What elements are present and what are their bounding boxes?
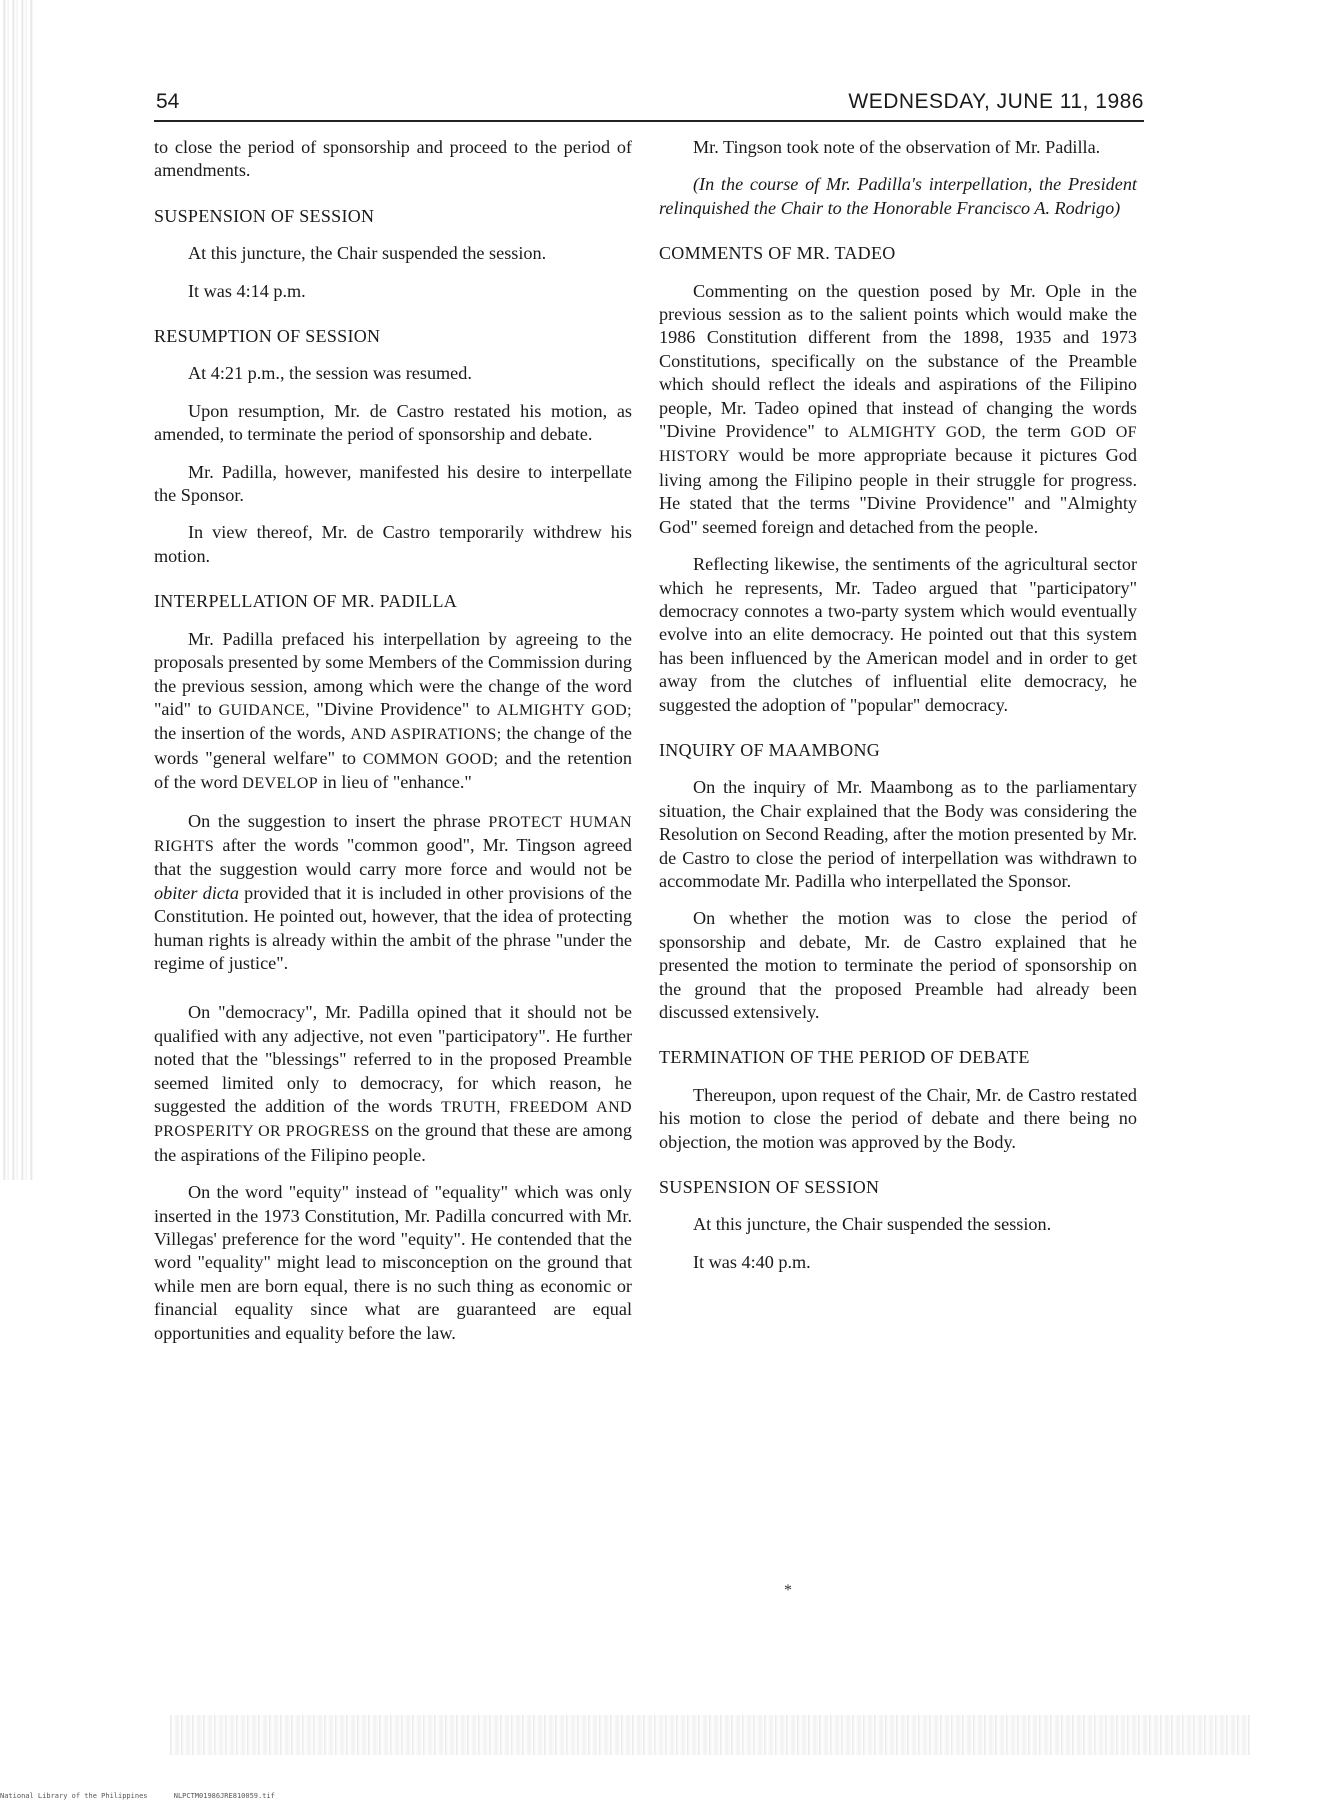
paragraph: Mr. Padilla prefaced his interpellation by agreeing to the proposals presented by some Members of the Commission during the previous session, among which were the change of the word "aid" to GUIDANCE, "Divine Providence" to ALMIGHTY GOD; the insertion of the words, AND ASPIRATIONS; the change of the words "general welfare" to COMMON GOOD; and the retention of the word DEVELOP in lieu of "enhance." [154, 628, 632, 793]
paragraph: Mr. Padilla, however, manifested his desire to interpellate the Sponsor. [154, 461, 632, 506]
paragraph: On whether the motion was to close the period of sponsorship and debate, Mr. de Castro explained that he presented the motion to terminate the period of sponsorship on the ground that the proposed Preamble had already been discussed extensively. [659, 908, 1137, 1022]
section-heading: SUSPENSION OF SESSION [659, 1177, 880, 1198]
asterisk-mark: * [784, 1582, 792, 1599]
paragraph: Mr. Tingson took note of the observation of Mr. Padilla. [693, 137, 1101, 157]
paragraph: It was 4:40 p.m. [693, 1251, 811, 1272]
paragraph: On "democracy", Mr. Padilla opined that it should not be qualified with any adjective, not even "participatory". He further noted that the "blessings" referred to in the proposed Preamble seemed limited only to democracy, for which reason, he suggested the addition of the words TRUTH, FREEDOM AND PROSPERITY OR PROGRESS on the ground that these are among the aspirations of the Filipino people. [154, 1002, 632, 1165]
scan-binding-edge [0, 0, 34, 1180]
section-heading: TERMINATION OF THE PERIOD OF DEBATE [659, 1047, 1030, 1068]
section-heading: INQUIRY OF MAAMBONG [659, 739, 881, 760]
paragraph: On the inquiry of Mr. Maambong as to the parliamentary situation, the Chair explained that the Body was considering the Resolution on Second Reading, after the motion presented by Mr. de Castro to close the period of interpellation was withdrawn to accommodate Mr. Padilla who interpellated the Sponsor. [659, 777, 1137, 891]
page-date: WEDNESDAY, JUNE 11, 1986 [848, 90, 1144, 113]
page-header [154, 86, 1144, 122]
paragraph: At this juncture, the Chair suspended the session. [693, 1214, 1052, 1235]
scan-footer [0, 1792, 600, 1806]
paragraph: It was 4:14 p.m. [188, 280, 306, 301]
paragraph: On the suggestion to insert the phrase PROTECT HUMAN RIGHTS after the words "common good", Mr. Tingson agreed that the suggestion would carry more force and would not be obiter dicta provided that it is included in other provisions of the Constitution. He pointed out, however, that the idea of protecting human rights is already within the ambit of the phrase "under the regime of justice". [154, 810, 632, 973]
section-heading: COMMENTS OF MR. TADEO [659, 243, 896, 264]
paragraph: At this juncture, the Chair suspended the session. [188, 243, 547, 264]
left-column [154, 136, 632, 1359]
paragraph: In view thereof, Mr. de Castro temporarily withdrew his motion. [154, 522, 632, 566]
scan-filename: NLPCTM01986JRE810059.tif [173, 1792, 275, 1800]
paragraph: to close the period of sponsorship and proceed to the period of amendments. [154, 137, 632, 181]
paragraph: On the word "equity" instead of "equality" which was only inserted in the 1973 Constitution, Mr. Padilla concurred with Mr. Villegas' preference for the word "equity". He contended that the word "equality" might lead to misconception on the ground that while men are born equal, there is no such thing as economic or financial equality since what are guaranteed are equal opportunities and equality before the law. [154, 1182, 632, 1343]
paragraph: At 4:21 p.m., the session was resumed. [188, 363, 472, 384]
italic-note: (In the course of Mr. Padilla's interpellation, the President relinquished the Chair to the Honorable Francisco A. Rodrigo) [659, 174, 1137, 218]
paragraph: Commenting on the question posed by Mr. Ople in the previous session as to the salient points which would make the 1986 Constitution different from the 1898, 1935 and 1973 Constitutions, specifically on the substance of the Preamble which should reflect the ideals and aspirations of the Filipino people, Mr. Tadeo opined that instead of changing the words "Divine Providence" to ALMIGHTY GOD, the term GOD OF HISTORY would be more appropriate because it pictures God living among the Filipino people in their struggle for progress. He stated that the terms "Divine Providence" and "Almighty God" seemed foreign and detached from the people. [659, 280, 1137, 537]
paragraph: Reflecting likewise, the sentiments of the agricultural sector which he represents, Mr. Tadeo argued that "participatory" democracy connotes a two-party system which would eventually evolve into an elite democracy. He pointed out that this system has been influenced by the American model and in order to get away from the clutches of influential elite democracy, he suggested the adoption of "popular" democracy. [659, 554, 1137, 715]
library-credit: National Library of the Philippines [0, 1792, 148, 1800]
paragraph: Upon resumption, Mr. de Castro restated his motion, as amended, to terminate the period of sponsorship and debate. [154, 400, 632, 445]
page-number: 54 [156, 90, 180, 113]
right-column [659, 136, 1137, 1288]
paragraph: Thereupon, upon request of the Chair, Mr. de Castro restated his motion to close the period of debate and there being no objection, the motion was approved by the Body. [659, 1084, 1137, 1152]
section-heading: SUSPENSION OF SESSION [154, 205, 375, 226]
section-heading: INTERPELLATION OF MR. PADILLA [154, 591, 458, 612]
scan-smudge [170, 1715, 1250, 1755]
section-heading: RESUMPTION OF SESSION [154, 326, 381, 347]
